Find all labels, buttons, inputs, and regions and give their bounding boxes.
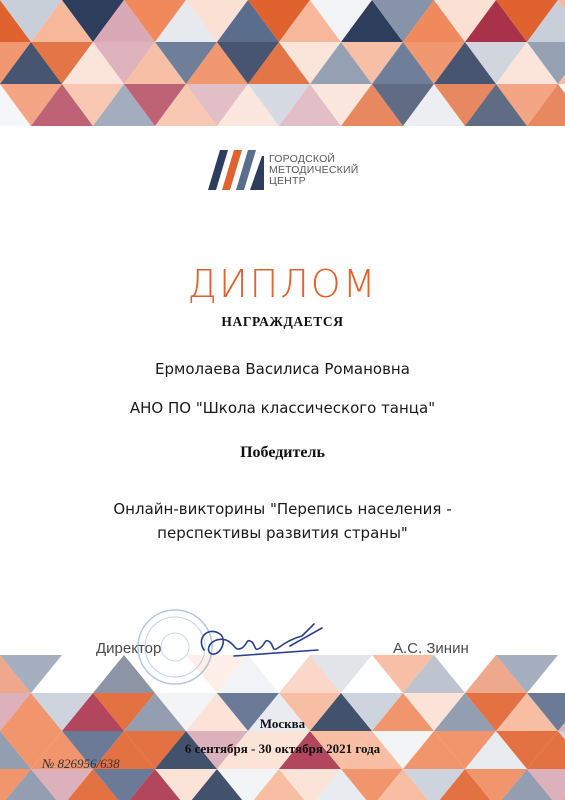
result-label: Победитель [240,444,325,461]
awarded-label: НАГРАЖДАЕТСЯ [221,314,344,329]
logo-line-1: ГОРОДСКОЙ [269,152,336,165]
certificate-number: № 826956/638 [42,756,120,771]
logo-mark-icon [208,150,264,190]
event-name-line-1: Онлайн-викторины "Перепись населения - [113,500,452,518]
handwritten-signature [190,616,330,666]
signatory-title: Директор [96,640,162,657]
event-dates: 6 сентября - 30 октября 2021 года [184,741,381,756]
organization-name: АНО ПО "Школа классического танца" [129,399,436,417]
logo-text [269,154,358,187]
event-name-line-2: перспективы развития страны" [157,524,408,542]
city: Москва [259,716,306,731]
certificate-title: ДИПЛОМ [187,262,378,306]
logo-line-2: МЕТОДИЧЕСКИЙ [269,163,359,176]
logo-line-3: ЦЕНТР [269,174,306,187]
logo [208,150,358,190]
recipient-name: Ермолаева Василиса Романовна [155,360,410,378]
signatory-name: А.С. Зинин [393,640,469,657]
